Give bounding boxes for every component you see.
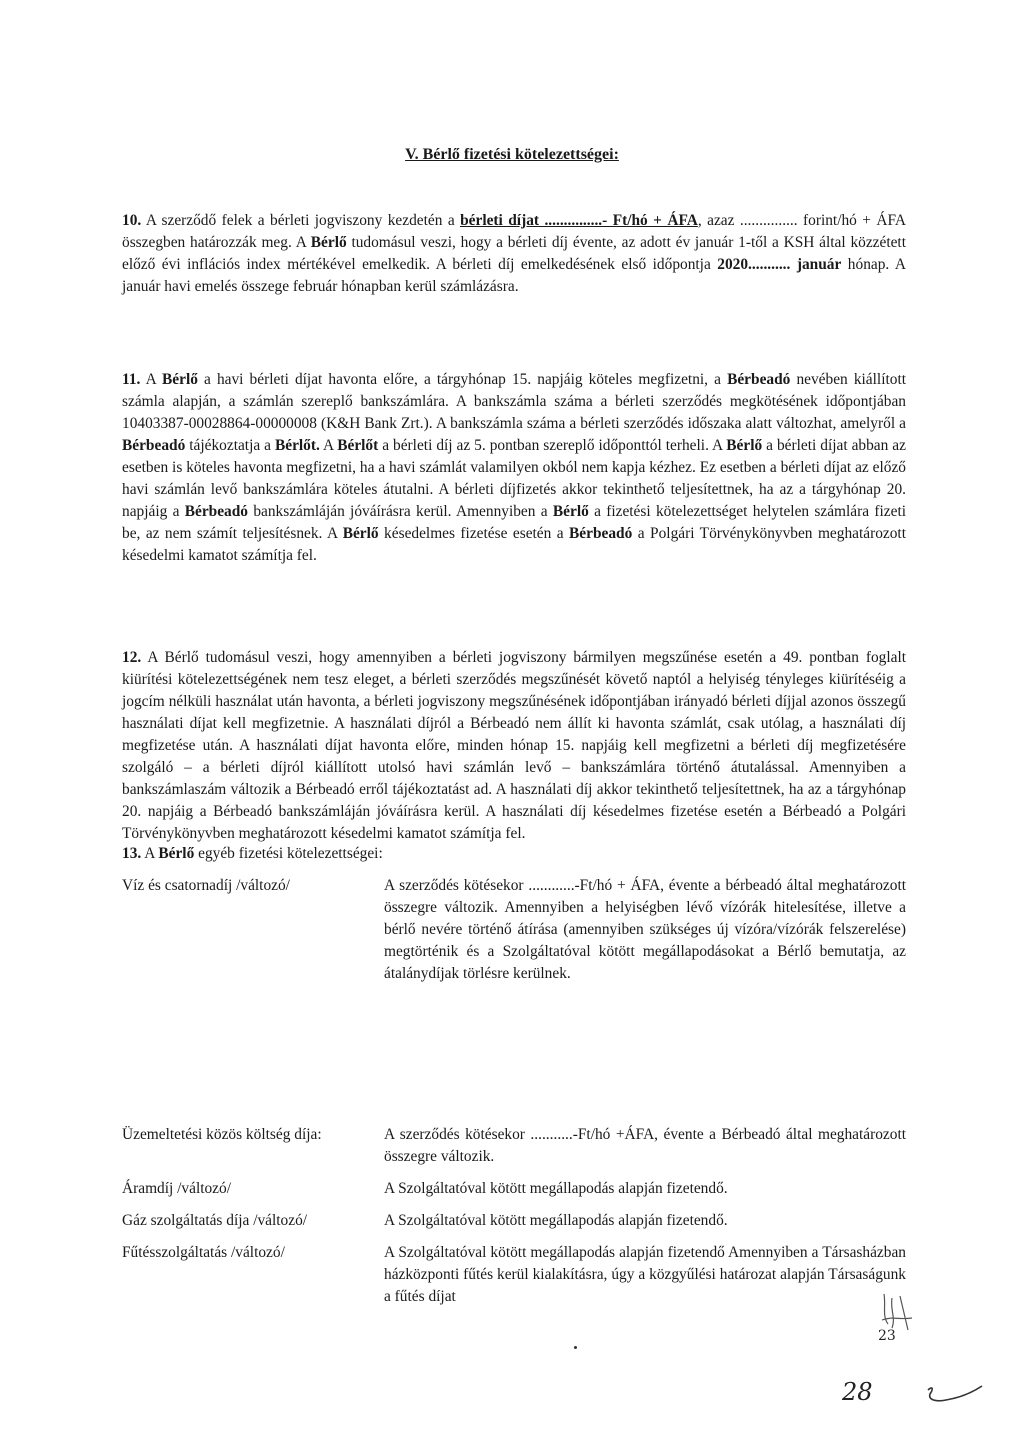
paragraph-number: 11. (122, 371, 141, 388)
obligation-text: A szerződés kötésekor ............-Ft/hó + ÁFA, évente a bérbeadó által meghatározott összegre változik. Amennyiben a helyiségben lévő vízórák hitelesítése, illetve a bérlő nevére történő átírása (amennyiben szükséges új vízóra/vízórák felszerelése) megtörténik és a Szolgáltatóval kötött megállapodásokat a Bérlő bemutatja, az átalánydíjak törlésre kerülnek. (384, 877, 906, 982)
obligation-label: Víz és csatornadíj /változó/ (122, 877, 290, 894)
text: A (319, 437, 338, 454)
obligation-text: A szerződés kötésekor ...........-Ft/hó +ÁFA, évente a Bérbeadó által meghatározott összegre változik. (384, 1126, 906, 1165)
text: A (141, 845, 159, 862)
term-berlo: Bérlő (726, 437, 763, 454)
text: bankszámláján jóváírásra kerül. Amennyiben a (248, 503, 553, 520)
handwritten-page-number: 28 (842, 1378, 873, 1406)
signature (924, 1380, 986, 1410)
text: a fizetési kötelezettséget helytelen számlára fizeti be, az nem számít teljesítésnek. A (122, 503, 906, 542)
term-berlo: Bérlő (552, 503, 589, 520)
rent-fee-text: bérleti díjat ...............- Ft/hó + ÁFA (460, 212, 698, 229)
term-berlot: Bérlőt. (274, 437, 320, 454)
text: a bérleti díjat abban az esetben is köteles havonta megfizetni, ha a havi számlát valamilyen okból nem kapja kézhez. Ez esetben a bérleti díjat az előző havi számlán levő bankszámlára köteles átutalni. A bérleti díjfizetés akkor tekinthető teljesítettnek, ha az a tárgyhónap 20. napjáig a (122, 437, 906, 520)
text: nevében kiállított számla alapján, a számlán szereplő bankszámlára. A bankszámla száma a bérleti szerződés megkötésének időpontjában 10403387-00028864-00000008 (K&H Bank Zrt.). A bankszámla száma a bérleti szerződés időszaka alatt változhat, amelyről a (122, 371, 906, 432)
text: A Bérlő tudomásul veszi, hogy amennyiben a bérleti jogviszony bármilyen megszűnése esetén a 49. pontban foglalt kiürítési kötelezettségének nem tesz eleget, a bérleti szerződés megszűnését követő naptól a helyiség tényleges kiürítéséig a jogcím nélküli használat után havonta, a bérleti jogviszony megszűnésének időpontjában irányadó bérleti díjjal azonos összegű használati díjat kell megfizetnie. A használati díjról a Bérbeadó nem állít ki havonta számlát, csak utólag, a használati díj megfizetése után. A használati díjat havonta előre, minden hónap 15. napjáig kell megfizetni a bérleti díj megfizetésére szolgáló – a bérleti díjról kiállított utolsó havi számlán levő – bankszámlára történő átutalással. Amennyiben a bankszámlaszám változik a Bérbeadó erről tájékoztatást ad. A használati díj akkor tekinthető teljesítettnek, ha az a tárgyhónap 20. napjáig a Bérbeadó bankszámláján jóváírásra kerül. A használati díj késedelmes fizetése esetén a Bérbeadó a Polgári Törvénykönyvben meghatározott késedelmi kamatot számítja fel. (122, 649, 906, 842)
text: a Polgári Törvénykönyvben meghatározott késedelmi kamatot számítja fel. (122, 525, 906, 564)
paragraph-number: 13. (122, 845, 142, 862)
obligation-text: A Szolgáltatóval kötött megállapodás alapján fizetendő. (384, 1212, 728, 1229)
paragraph-number: 10. (122, 212, 142, 229)
paragraph-10 (122, 210, 906, 298)
text: a havi bérleti díjat havonta előre, a tárgyhónap 15. napjáig köteles megfizetni, a (197, 371, 728, 388)
obligation-label: Üzemeltetési közös költség díja: (122, 1126, 322, 1143)
stray-dot (574, 1346, 577, 1349)
section-heading: V. Bérlő fizetési kötelezettségei: (405, 146, 619, 163)
first-increase-date: 2020........... január (717, 256, 842, 273)
term-berlo: Bérlő (342, 525, 379, 542)
paragraph-number: 12. (122, 649, 142, 666)
text: a bérleti díj az 5. pontban szereplő időponttól terheli. A (378, 437, 727, 454)
term-berbeado: Bérbeadó (122, 437, 186, 454)
term-berlo: Bérlő (162, 371, 198, 388)
text: A szerződő felek a bérleti jogviszony kezdetén a (141, 212, 461, 229)
obligation-label: Fűtésszolgáltatás /változó/ (122, 1244, 285, 1261)
paragraph-11 (122, 369, 906, 567)
text: késedelmes fizetése esetén a (378, 525, 570, 542)
text: , azaz ............... forint/hó + ÁFA összegben határozzák meg. A (122, 212, 907, 251)
text: egyéb fizetési kötelezettségei: (194, 845, 383, 862)
paragraph-13-title (122, 843, 383, 865)
term-berbeado: Bérbeadó (184, 503, 249, 520)
obligation-text: A Szolgáltatóval kötött megállapodás alapján fizetendő Amennyiben a Társasházban házközponti fűtés kerül kialakításra, úgy a közgyűlési határozat alapján Társaságunk a fűtés díjat (384, 1244, 906, 1305)
term-berlot: Bérlőt (337, 437, 379, 454)
term-berbeado: Bérbeadó (569, 525, 633, 542)
obligation-label: Áramdíj /változó/ (122, 1180, 231, 1197)
stamp-number: 23 (878, 1328, 896, 1344)
text: hónap. A január havi emelés összege február hónapban kerül számlázásra. (122, 256, 907, 295)
obligation-label: Gáz szolgáltatás díja /változó/ (122, 1212, 308, 1229)
text: tudomásul veszi, hogy a bérleti díj évente, az adott év január 1-től a KSH által közzétett előző évi inflációs index mértékével emelkedik. A bérleti díj emelkedésének első időpontja (122, 234, 906, 273)
term-berlo: Bérlő (158, 845, 195, 862)
term-berlo: Bérlő (310, 234, 347, 251)
text: A (140, 371, 163, 388)
text: tájékoztatja a (185, 437, 275, 454)
paragraph-12 (122, 647, 906, 845)
obligation-text: A Szolgáltatóval kötött megállapodás alapján fizetendő. (384, 1180, 728, 1197)
term-berbeado: Bérbeadó (727, 371, 791, 388)
